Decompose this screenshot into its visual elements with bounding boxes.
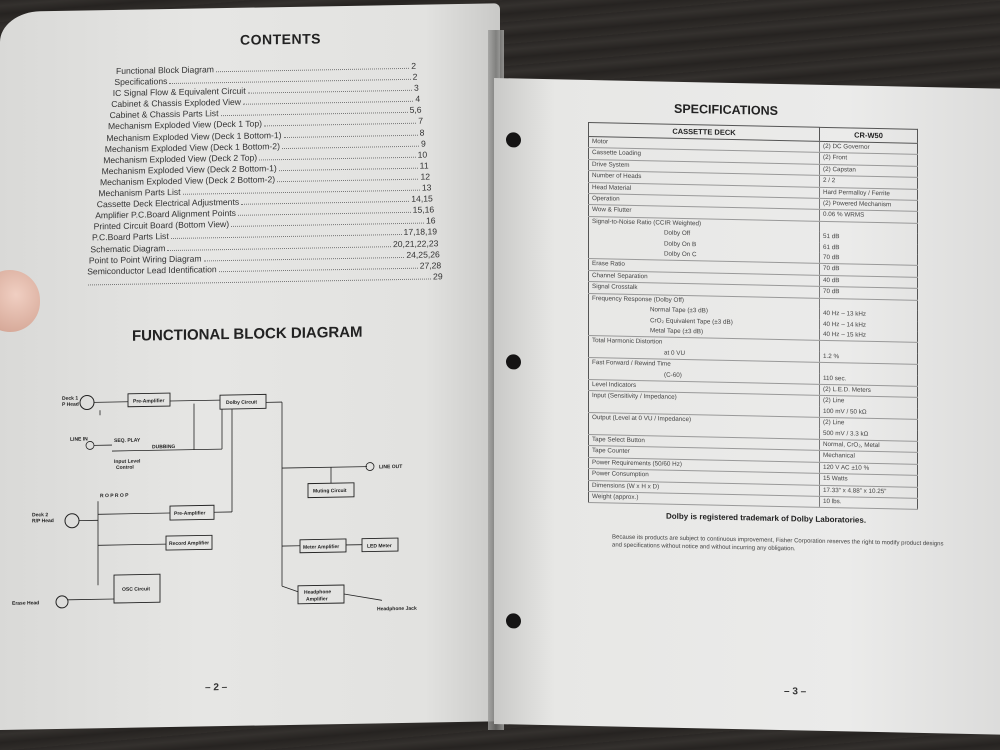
toc-label: Semiconductor Lead Identification [87, 263, 217, 277]
toc-leader-dots [277, 172, 418, 182]
spec-value: 120 V AC ±10 % [820, 462, 918, 475]
toc-page-number: 27,28 [419, 259, 442, 271]
spec-value: 40 Hz – 15 kHz [820, 330, 918, 343]
spec-label-text: Tape Select Button [592, 436, 645, 445]
spec-value: Hard Permalloy / Ferrite [820, 187, 918, 200]
toc-label: Cassette Deck Electrical Adjustments [96, 196, 240, 210]
spec-label-text: (C-60) [664, 371, 682, 379]
specifications-title: SPECIFICATIONS [674, 101, 778, 118]
pre-amp-1-label: Pre-Amplifier [133, 398, 165, 405]
spec-value: (2) Line [820, 396, 918, 409]
line-in-label: LINE IN [70, 436, 88, 443]
toc-page-number: 7 [418, 116, 423, 127]
spec-value: 0.06 % WRMS [820, 210, 918, 223]
spec-value: 15 Watts [820, 474, 918, 487]
left-page-number: – 2 – [205, 682, 228, 694]
spec-label-text: Frequency Response (Dolby Off) [592, 294, 684, 304]
spec-label-text: at 0 VU [664, 349, 685, 357]
spec-label-text: Output (Level at 0 VU / Impedance) [592, 414, 692, 424]
deck2-label: Deck 2 [32, 512, 49, 519]
deck1-sub-label: P Head [62, 401, 79, 408]
spec-value: Normal, CrO₂, Metal [820, 439, 918, 452]
toc-label: Cabinet & Chassis Parts List [109, 108, 219, 121]
spec-label-text: Motor [592, 138, 609, 146]
spec-value: 100 mV / 50 kΩ [820, 407, 918, 420]
binder-hole-top [506, 132, 521, 147]
spec-label-text: Drive System [592, 160, 630, 169]
switch-labels: R O P R O P [100, 492, 129, 500]
spec-label-text: Weight (approx.) [592, 493, 639, 502]
toc-page-number: 12 [420, 171, 430, 182]
spec-value: 70 dB [820, 253, 918, 266]
spec-value: 51 dB [820, 232, 918, 244]
meter-amp-label: Meter Amplifier [303, 544, 340, 551]
toc-page-number: 11 [419, 160, 429, 171]
spec-label-text: Erase Ratio [592, 260, 625, 269]
spec-label-text: Dolby Off [664, 229, 691, 238]
toc-page-number: 24,25,26 [406, 248, 440, 260]
toc-label: Mechanism Exploded View (Deck 2 Top) [103, 152, 258, 165]
spec-label-text: Input (Sensitivity / Impedance) [592, 392, 677, 402]
line-in-jack-icon [86, 441, 94, 449]
pre-amp-2-label: Pre-Amplifier [174, 510, 206, 517]
toc-label: Functional Block Diagram [116, 64, 214, 76]
erase-head-label: Erase Head [12, 600, 40, 607]
spec-value: 10 lbs. [820, 496, 918, 509]
deck1-label: Deck 1 [62, 395, 79, 402]
deck2-sub-label: R/P Head [32, 518, 54, 525]
spec-label-text: Signal-to-Noise Ratio (CCIR Weighted) [592, 217, 702, 228]
toc-label: P.C.Board Parts List [92, 231, 169, 243]
spec-label-text: Power Requirements (50/60 Hz) [592, 458, 682, 468]
spec-label-text: Signal Crosstalk [592, 283, 638, 292]
spec-value: 40 dB [820, 275, 918, 288]
spec-value: (2) Capstan [820, 164, 918, 177]
toc-leader-dots [282, 138, 419, 148]
spec-label-text: Dolby On C [664, 250, 697, 259]
spec-label-text: Operation [592, 195, 620, 203]
toc-page-number: 29 [433, 271, 443, 282]
spec-value: 500 mV / 3.3 kΩ [820, 428, 918, 441]
toc-leader-dots [284, 127, 418, 137]
muting-circuit-label: Muting Circuit [313, 487, 347, 495]
toc-page-number: 8 [419, 127, 425, 138]
toc-leader-dots [241, 194, 409, 205]
spec-label-text: Power Consumption [592, 470, 649, 479]
toc-leader-dots [259, 149, 415, 160]
spec-value: 70 dB [820, 287, 918, 300]
input-level-label: Input Level [114, 458, 141, 466]
spec-value: 61 dB [820, 242, 918, 254]
spec-label-text: Fast Forward / Rewind Time [592, 359, 671, 368]
toc-page-number: 3 [414, 82, 419, 93]
specifications-table [588, 122, 918, 510]
spec-label-text: CrO₂ Equivalent Tape (±3 dB) [650, 316, 733, 326]
spec-label-text: Wow & Flutter [592, 206, 632, 215]
spec-label-text: Tape Counter [592, 447, 630, 456]
toc-label: Mechanism Exploded View (Deck 2 Bottom-1) [101, 163, 277, 177]
line-out-jack-icon [366, 462, 374, 470]
toc-page-number: 9 [421, 138, 426, 149]
deck2-head-icon [65, 514, 79, 528]
toc-page-number: 13 [421, 182, 432, 193]
spec-value: 40 Hz – 14 kHz [820, 319, 918, 331]
toc-label: Mechanism Exploded View (Deck 1 Top) [108, 118, 262, 132]
toc-label: Mechanism Parts List [98, 186, 181, 199]
spec-label-text: Dolby On B [664, 240, 697, 248]
toc-leader-dots [248, 83, 412, 94]
headphone-amp-label-1: Headphone [304, 589, 332, 596]
toc-page-number: 17,18,19 [403, 226, 437, 238]
seq-play-label: SEQ. PLAY [114, 437, 141, 445]
toc-label: Point to Point Wiring Diagram [88, 253, 202, 266]
spec-label-text: Dimensions (W x H x D) [592, 481, 660, 491]
toc-label: Cabinet & Chassis Exploded View [111, 97, 241, 110]
spec-value: (2) DC Governor [820, 141, 918, 154]
toc-leader-dots [216, 61, 409, 72]
spec-value: 17.33” x 4.88” x 10.25” [820, 485, 918, 498]
table-header-model: CR-W50 [820, 127, 918, 143]
line-out-label: LINE OUT [379, 463, 403, 471]
left-page [0, 3, 500, 730]
dolby-circuit-label: Dolby Circuit [225, 399, 258, 407]
spec-label-text: Head Material [592, 183, 632, 192]
toc-page-number: 16 [426, 215, 436, 226]
spec-value: (2) Line [820, 417, 918, 430]
spec-value: 110 sec. [820, 373, 918, 386]
dubbing-label: DUBBING [152, 443, 176, 451]
table-header-cassette-deck: CASSETTE DECK [589, 122, 820, 141]
binder-hole-middle [506, 354, 521, 369]
control-label: Control [116, 464, 134, 471]
right-page [494, 78, 1000, 735]
record-amp-label: Record Amplifier [169, 540, 210, 548]
spec-label-text: Channel Separation [592, 271, 648, 281]
toc-label: Amplifier P.C.Board Alignment Points [95, 208, 236, 221]
toc-page-number: 14,15 [411, 193, 433, 204]
spec-value: (2) L.E.D. Meters [820, 384, 918, 397]
headphone-jack-label: Headphone Jack [377, 605, 417, 613]
toc-leader-dots [264, 116, 416, 127]
spec-label-text: Number of Heads [592, 172, 642, 181]
functional-block-diagram [12, 369, 452, 636]
spec-value: (2) Powered Mechanism [820, 198, 918, 211]
toc-page-number: 5,6 [409, 105, 422, 116]
contents-title: CONTENTS [240, 30, 321, 48]
right-page-number: – 3 – [784, 686, 807, 698]
spec-value: 40 Hz – 13 kHz [820, 309, 918, 321]
toc-label: Mechanism Exploded View (Deck 1 Bottom-1) [106, 129, 282, 143]
spec-value: 70 dB [820, 264, 918, 277]
table-of-contents [87, 60, 452, 288]
spec-label-text: Normal Tape (±3 dB) [650, 306, 708, 315]
toc-label: Mechanism Exploded View (Deck 1 Bottom-2) [104, 140, 280, 154]
toc-label: Schematic Diagram [90, 242, 166, 254]
dolby-trademark-note: Dolby is registered trademark of Dolby Laboratories. [666, 511, 867, 525]
toc-page-number: 2 [412, 71, 418, 82]
headphone-amp-label-2: Amplifier [306, 596, 328, 603]
toc-page-number: 20,21,22,23 [393, 237, 439, 249]
spec-label-text: Total Harmonic Distortion [592, 337, 663, 346]
toc-page-number: 4 [415, 93, 421, 105]
spec-label-text: Level Indicators [592, 380, 637, 389]
toc-label: IC Signal Flow & Equivalent Circuit [112, 85, 246, 99]
toc-label: Specifications [114, 76, 168, 88]
functional-block-diagram-title: FUNCTIONAL BLOCK DIAGRAM [132, 323, 363, 345]
toc-page-number: 2 [411, 60, 416, 71]
erase-head-icon [56, 596, 68, 608]
spec-value: 2 / 2 [820, 176, 918, 189]
toc-leader-dots [279, 161, 418, 171]
led-meter-label: LED Meter [367, 543, 392, 550]
spec-label-text: Metal Tape (±3 dB) [650, 327, 704, 336]
toc-leader-dots [243, 94, 413, 105]
toc-label: Mechanism Exploded View (Deck 2 Bottom-2) [100, 174, 276, 188]
spec-value: Mechanical [820, 451, 918, 464]
toc-leader-dots [238, 205, 411, 216]
toc-page-number: 15,16 [412, 204, 435, 216]
binder-hole-bottom [506, 613, 521, 628]
deck1-head-icon [80, 395, 94, 409]
spec-label-text: Cassette Loading [592, 149, 642, 158]
spec-value: (2) Front [820, 153, 918, 166]
toc-label: Printed Circuit Board (Bottom View) [93, 219, 230, 232]
spec-value: 1.2 % [820, 352, 918, 365]
disclaimer-text: Because its products are subject to continuous improvement, Fisher Corporation reserves the right to modify product designs and specifications without notice and without incurring any obligation. [612, 534, 944, 553]
toc-page-number: 10 [417, 149, 428, 160]
osc-circuit-label: OSC Circuit [122, 586, 151, 593]
